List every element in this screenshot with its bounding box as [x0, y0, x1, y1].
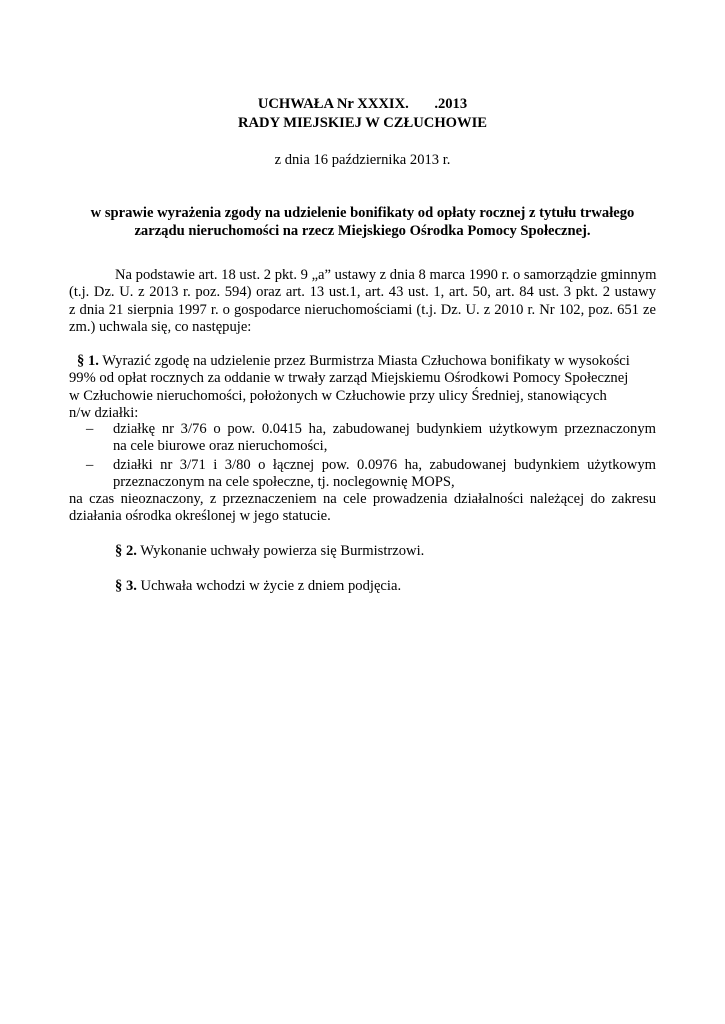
- preamble: [69, 267, 656, 337]
- preamble-line-3: z dnia 21 sierpnia 1997 r. o gospodarce nieruchomościami (t.j. Dz. U. z 2010 r. Nr 102, poz. 651 ze: [69, 301, 656, 318]
- preamble-line-2: (t.j. Dz. U. z 2013 r. poz. 594) oraz art. 13 ust.1, art. 43 ust. 1, art. 50, art. 84 ust. 3 pkt. 2 ustawy: [69, 284, 656, 301]
- section-3-label: § 3.: [115, 578, 137, 594]
- section-1: [69, 353, 656, 423]
- resolution-title: UCHWAŁA Nr XXXIX. .2013: [257, 96, 468, 112]
- section-2-label: § 2.: [115, 543, 137, 559]
- section-1-line-3: w Człuchowie nieruchomości, położonych w Człuchowie przy ulicy Średniej, stanowiących: [69, 387, 607, 404]
- section-1-tail: [69, 491, 656, 526]
- section-2-text: Wykonanie uchwały powierza się Burmistrzowi.: [136, 543, 425, 559]
- subject-line-1: w sprawie wyrażenia zgody na udzielenie bonifikaty od opłaty rocznej z tytułu trwałego: [90, 205, 635, 221]
- section-2-line: [69, 543, 656, 560]
- section-3-text: Uchwała wchodzi w życie z dniem podjęcia.: [136, 578, 402, 594]
- resolution-date: z dnia 16 października 2013 r.: [274, 152, 451, 168]
- preamble-line-4: zm.) uchwala się, co następuje:: [69, 319, 252, 336]
- dash-bullet: –: [86, 457, 94, 473]
- council-name: RADY MIEJSKIEJ W CZŁUCHOWIE: [237, 115, 488, 131]
- subject-line-2: zarządu nieruchomości na rzecz Miejskiego Ośrodka Pomocy Społecznej.: [134, 223, 591, 239]
- section-3: [69, 578, 656, 595]
- section-1-line-1: [69, 353, 656, 370]
- section-1-line-2: 99% od opłat rocznych za oddanie w trwały zarząd Miejskiemu Ośrodkowi Pomocy Społecznej: [69, 370, 629, 387]
- dash-bullet: –: [86, 421, 94, 437]
- section-1-label: § 1.: [77, 353, 99, 369]
- section-1-tail-line-2: działania ośrodka określonej w jego statucie.: [69, 508, 331, 525]
- section-1-line-4: n/w działki:: [69, 405, 139, 422]
- list-item-line-2: przeznaczonym na cele społeczne, tj. noclegownię MOPS,: [113, 474, 455, 491]
- list-item-line-1: działkę nr 3/76 o pow. 0.0415 ha, zabudowanej budynkiem użytkowym przeznaczonym: [113, 421, 656, 437]
- section-1-text: Wyrazić zgodę na udzielenie przez Burmistrza Miasta Człuchowa bonifikaty w wysokości: [98, 353, 630, 369]
- section-1-tail-line-1: na czas nieoznaczony, z przeznaczeniem na cele prowadzenia działalności należącej do zakresu: [69, 491, 656, 507]
- section-3-line: [69, 578, 656, 595]
- section-2: [69, 543, 656, 560]
- preamble-line-1: Na podstawie art. 18 ust. 2 pkt. 9 „a” ustawy z dnia 8 marca 1990 r. o samorządzie gminnym: [115, 267, 657, 283]
- list-item-line-2: na cele biurowe oraz nieruchomości,: [113, 438, 328, 455]
- list-item-line-1: działki nr 3/71 i 3/80 o łącznej pow. 0.0976 ha, zabudowanej budynkiem użytkowym: [113, 457, 656, 473]
